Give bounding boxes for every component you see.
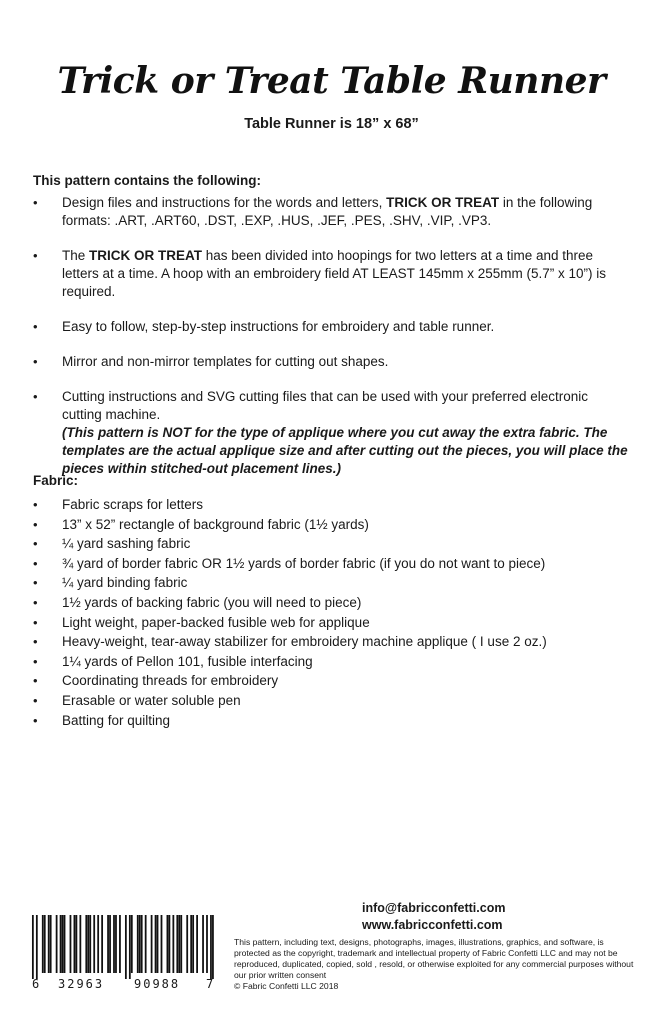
page-title: Trick or Treat Table Runner (57, 60, 606, 102)
page-subtitle: Table Runner is 18” x 68” (244, 116, 419, 132)
barcode (30, 915, 216, 995)
list-item: • Batting for quilting (33, 712, 628, 730)
legal-notice (234, 937, 634, 992)
list-item: • Erasable or water soluble pen (33, 692, 628, 710)
barcode-bars (30, 915, 216, 979)
barcode-lead-digit: 6 (32, 977, 40, 991)
list-item: • 13” x 52” rectangle of background fabric (1½ yards) (33, 516, 628, 534)
fabric-heading: Fabric: (33, 473, 79, 488)
barcode-check-digit: 7 (206, 977, 214, 991)
barcode-right-digits: 90988 (134, 977, 181, 991)
email-link[interactable]: info@fabricconfetti.com (362, 901, 506, 915)
applique-note: (This pattern is NOT for the type of applique where you cut away the extra fabric. The templates are the actual applique size and after cutting out the pieces, you will place the pieces within stitched-out placement lines.) (62, 425, 628, 476)
list-item: • Light weight, paper-backed fusible web for applique (33, 614, 628, 632)
list-item: • 1¼ yards of Pellon 101, fusible interfacing (33, 653, 628, 671)
list-item: • Cutting instructions and SVG cutting files that can be used with your preferred electronic cutting machine. (This pattern is NOT for the type of applique where you cut away the extra fabric. The templates are the actual applique size and after cutting out the pieces, you will place the pieces within stitched-out placement lines.) (33, 388, 628, 478)
list-item: • Heavy-weight, tear-away stabilizer for embroidery machine applique ( I use 2 oz.) (33, 633, 628, 651)
list-item: • Fabric scraps for letters (33, 496, 628, 514)
list-item: • ¼ yard binding fabric (33, 574, 628, 592)
legal-text: This pattern, including text, designs, photographs, images, illustrations, graphics, and software, is protected as the copyright, trademark and intellectual property of Fabric Confetti LLC and may not be reproduced, duplicated, copied, sold , resold, or otherwise exploited for any commercial purposes without our prior written consent (234, 937, 634, 980)
copyright-text: © Fabric Confetti LLC 2018 (234, 981, 339, 991)
contents-heading: This pattern contains the following: (33, 173, 261, 188)
fabric-list (33, 496, 628, 731)
list-item: • ¾ yard of border fabric OR 1½ yards of border fabric (if you do not want to piece) (33, 555, 628, 573)
list-item: • ¼ yard sashing fabric (33, 535, 628, 553)
list-item: • The TRICK OR TREAT has been divided into hoopings for two letters at a time and three letters at a time. A hoop with an embroidery field AT LEAST 145mm x 255mm (5.7” x 10”) is required. (33, 247, 628, 301)
barcode-left-digits: 32963 (58, 977, 105, 991)
list-item: • Mirror and non-mirror templates for cutting out shapes. (33, 353, 628, 371)
list-item: • Design files and instructions for the words and letters, TRICK OR TREAT in the following formats: .ART, .ART60, .DST, .EXP, .HUS, .JEF, .PES, .SHV, .VIP, .VP3. (33, 194, 628, 230)
list-item: • 1½ yards of backing fabric (you will need to piece) (33, 594, 628, 612)
website-link[interactable]: www.fabricconfetti.com (362, 918, 503, 932)
contents-list (33, 194, 628, 495)
list-item: • Easy to follow, step-by-step instructions for embroidery and table runner. (33, 318, 628, 336)
list-item: • Coordinating threads for embroidery (33, 672, 628, 690)
contact-block (362, 900, 505, 934)
